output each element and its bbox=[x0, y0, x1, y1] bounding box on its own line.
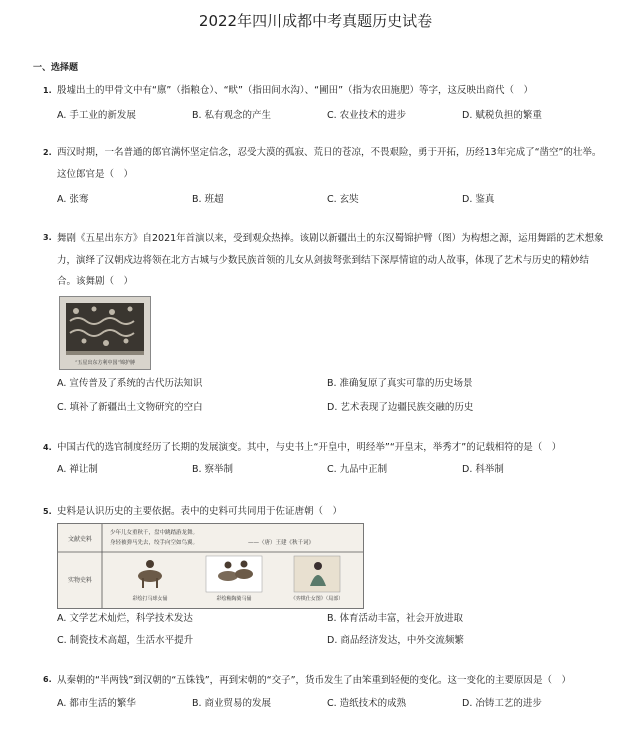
option-a[interactable]: A. 文学艺术灿烂，科学技术发达 bbox=[57, 613, 193, 624]
section-heading: 一、选择题 bbox=[33, 63, 79, 73]
artifact-caption: 彩绘釉陶骑马俑 bbox=[216, 596, 252, 602]
question-stem: 殷墟出土的甲骨文中有“廪”（指粮仓）、“畎”（指田间水沟）、“圃田”（指为农田施肥）等字，这反映出商代（ ） bbox=[57, 85, 534, 96]
option-c[interactable]: C. 玄奘 bbox=[327, 194, 359, 205]
option-b[interactable]: B. 私有观念的产生 bbox=[192, 110, 272, 121]
question-number: 2. bbox=[43, 148, 52, 157]
artifact-painting bbox=[291, 556, 344, 602]
row-label-documents: 文献史料 bbox=[67, 536, 93, 543]
poem-line-2: 身轻被弹马先去，绞手向空如鸟翼。 bbox=[110, 540, 199, 546]
question-stem: 从秦朝的“半两钱”到汉朝的“五铢钱”，再到宋朝的“交子”，货币发生了由笨重到轻便的变化。这一变化的主要原因是（ ） bbox=[57, 675, 572, 686]
option-a[interactable]: A. 都市生活的繁华 bbox=[57, 698, 136, 709]
option-c[interactable]: C. 填补了新疆出土文物研究的空白 bbox=[57, 402, 203, 413]
option-c[interactable]: C. 制瓷技术高超，生活水平提升 bbox=[57, 635, 194, 646]
historical-sources-table bbox=[57, 523, 364, 609]
image-caption: “五星出东方利中国”锦护膊 bbox=[74, 360, 136, 366]
page-title: 2022年四川成都中考真题历史试卷 bbox=[198, 12, 433, 30]
question-number: 3. bbox=[43, 233, 52, 242]
option-b[interactable]: B. 班超 bbox=[192, 194, 224, 205]
option-b[interactable]: B. 察举制 bbox=[192, 464, 234, 475]
option-d[interactable]: D. 鉴真 bbox=[462, 194, 495, 205]
option-a[interactable]: A. 宣传普及了系统的古代历法知识 bbox=[57, 378, 203, 389]
option-c[interactable]: C. 九品中正制 bbox=[327, 464, 388, 475]
option-d[interactable]: D. 商品经济发达，中外交流频繁 bbox=[327, 635, 464, 646]
question-stem: 史料是认识历史的主要依据。表中的史料可共同用于佐证唐朝（ ） bbox=[57, 506, 343, 517]
question-number: 5. bbox=[43, 507, 52, 516]
option-a[interactable]: A. 张骞 bbox=[57, 194, 89, 205]
question-stem: 中国古代的选官制度经历了长期的发展演变。其中，与史书上“开皇中，明经举”“开皇末，举秀才”的记载相符的是（ ） bbox=[57, 442, 562, 453]
option-d[interactable]: D. 赋税负担的繁重 bbox=[462, 110, 542, 121]
question-number: 4. bbox=[43, 443, 52, 452]
option-c[interactable]: C. 造纸技术的成熟 bbox=[327, 698, 407, 709]
artifact-caption: 彩绘打马球女俑 bbox=[132, 596, 168, 602]
option-b[interactable]: B. 准确复原了真实可靠的历史场景 bbox=[327, 378, 473, 389]
poem-source: ——（唐）王建《秋千词》 bbox=[248, 540, 315, 546]
artifact-caption: 《弈棋仕女图》（局部） bbox=[290, 596, 344, 602]
option-a[interactable]: A. 手工业的新发展 bbox=[57, 110, 136, 121]
row-label-artifacts: 实物史料 bbox=[67, 577, 93, 584]
poem-line-1: 少年儿女重秋千，盘中跳踏游龙舞。 bbox=[110, 530, 199, 536]
question-stem: 舞剧《五星出东方》自2021年首演以来，受到观众热捧。该剧以新疆出土的东汉蜀锦护臂（图）为构想之源，运用舞蹈的艺术想象力，演绎了汉朝戍边将领在北方古城与少数民族首领的儿女从剑拔弩张到结下深厚情谊的动人故事，体现了艺术与历史的精妙结合。该舞剧（ ） bbox=[57, 233, 604, 287]
option-d[interactable]: D. 冶铸工艺的进步 bbox=[462, 698, 542, 709]
question-stem: 西汉时期，一名普通的郎官满怀坚定信念，忍受大漠的孤寂、荒日的苍凉，不畏艰险，勇于开拓，历经13年完成了“凿空”的壮举。这位郎官是（ ） bbox=[57, 147, 602, 180]
question-number: 1. bbox=[43, 86, 52, 95]
option-d[interactable]: D. 科举制 bbox=[462, 464, 504, 475]
question-number: 6. bbox=[43, 675, 52, 684]
brocade-armguard-image bbox=[59, 296, 151, 370]
option-c[interactable]: C. 农业技术的进步 bbox=[327, 110, 407, 121]
option-a[interactable]: A. 禅让制 bbox=[57, 464, 98, 475]
option-d[interactable]: D. 艺术表现了边疆民族交融的历史 bbox=[327, 402, 474, 413]
option-b[interactable]: B. 体育活动丰富，社会开放进取 bbox=[327, 613, 464, 624]
option-b[interactable]: B. 商业贸易的发展 bbox=[192, 698, 272, 709]
